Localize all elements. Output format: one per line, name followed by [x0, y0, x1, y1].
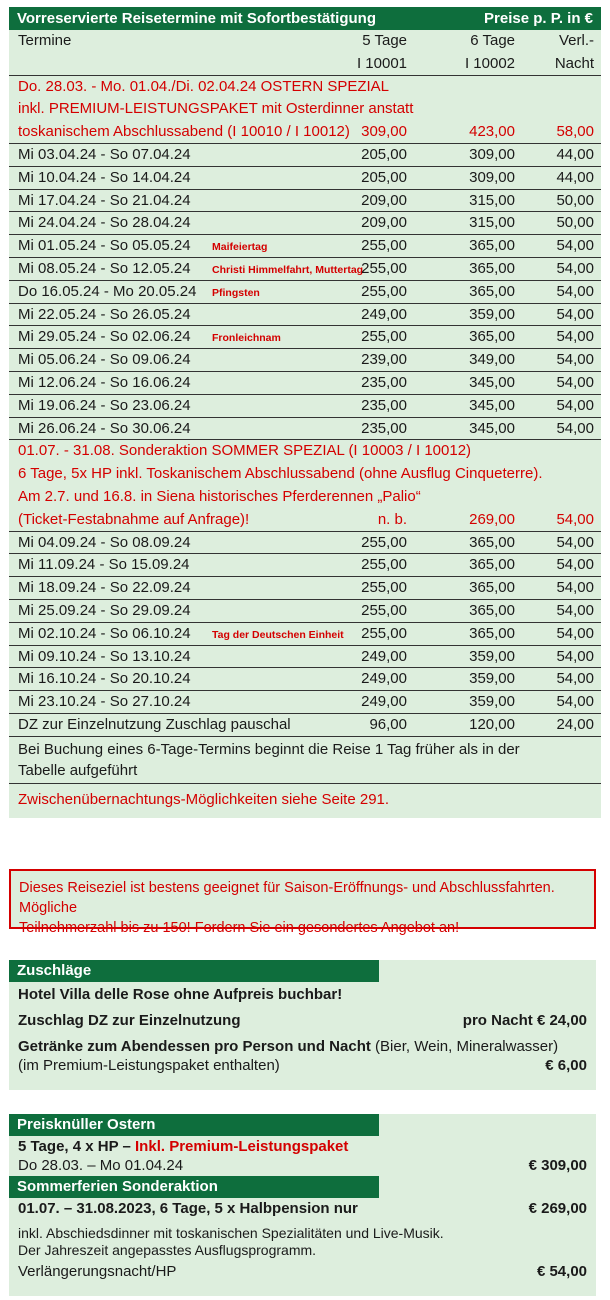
holiday-note: Maifeiertag [212, 241, 268, 254]
date-range: Mi 26.06.24 - So 30.06.24 [18, 419, 191, 437]
price-6-tage: 345,00 [469, 373, 515, 391]
price-6-tage: 365,00 [469, 328, 515, 346]
price-verl: 54,00 [556, 373, 594, 391]
price-5-tage: 255,00 [361, 556, 407, 574]
price-6-tage: 365,00 [469, 237, 515, 255]
price-5-tage: 255,00 [361, 328, 407, 346]
price-5-tage: 205,00 [361, 168, 407, 186]
info-stopover: Zwischenübernachtungs-Möglichkeiten siehe Seite 291. [18, 790, 390, 808]
price-6-tage: 365,00 [469, 579, 515, 597]
price-6-tage: 359,00 [469, 670, 515, 688]
table-row [9, 212, 601, 235]
price-6-tage: 315,00 [469, 214, 515, 232]
price-verl: 54,00 [556, 237, 594, 255]
table-row [9, 668, 601, 691]
sommer-offer-detail-2: Der Jahreszeit angepasstes Ausflugsprogramm. [18, 1242, 317, 1258]
date-range: Mi 18.09.24 - So 22.09.24 [18, 579, 191, 597]
price-5-tage: 255,00 [361, 579, 407, 597]
price-verl: 50,00 [556, 191, 594, 209]
price-6-tage: 365,00 [469, 601, 515, 619]
price-verl: 54,00 [556, 556, 594, 574]
table-row [9, 418, 601, 441]
date-range: Mi 10.04.24 - So 14.04.24 [18, 168, 191, 186]
table-row [9, 167, 601, 190]
col-nacht: Nacht [554, 54, 594, 72]
table-row [9, 190, 601, 213]
table-row [9, 554, 601, 577]
premium-line: (im Premium-Leistungspaket enthalten) € 6,00 [18, 1057, 587, 1074]
price-verl: 54,00 [556, 351, 594, 369]
zuschlaege-title: Zuschläge [9, 960, 379, 982]
price-verl: 54,00 [556, 579, 594, 597]
date-range: Mi 12.06.24 - So 16.06.24 [18, 373, 191, 391]
table-row [9, 326, 601, 349]
drinks-line: Getränke zum Abendessen pro Person und Nacht (Bier, Wein, Mineralwasser) [18, 1038, 559, 1055]
table-header-bar [9, 7, 601, 30]
date-range: Mi 19.06.24 - So 23.06.24 [18, 396, 191, 414]
offers-section [9, 1114, 596, 1296]
price-6-tage: 315,00 [469, 191, 515, 209]
sommer-line-4: (Ticket-Festabnahme auf Anfrage)! n. b. 269,00 54,00 [9, 509, 601, 532]
price-6-tage: 309,00 [469, 168, 515, 186]
price-5-tage: 249,00 [361, 670, 407, 688]
price-5-tage: 255,00 [361, 282, 407, 300]
sommer-line-2: 6 Tage, 5x HP inkl. Toskanischem Abschlussabend (ohne Ausflug Cinqueterre). [18, 465, 543, 483]
code-5: I 10001 [356, 54, 407, 72]
table-row [9, 691, 601, 714]
price-note: Preise p. P. in € [484, 10, 593, 27]
date-range: Mi 16.10.24 - So 20.10.24 [18, 670, 191, 688]
price-table [9, 7, 601, 818]
notice-box: Dieses Reiseziel ist bestens geeignet für Saison-Eröffnungs- und Abschlussfahrten. Mögliche Teilnehmerzahl bis zu 150! Fordern Sie ein gesondertes Angebot an! [9, 869, 596, 929]
price-6-tage: 359,00 [469, 647, 515, 665]
ostern-line-2: inkl. PREMIUM-LEISTUNGSPAKET mit Osterdinner anstatt [18, 100, 414, 118]
ostern-offer-title: Preisknüller Ostern [9, 1114, 379, 1136]
table-row [9, 304, 601, 327]
info-text: Bei Buchung eines 6-Tage-Termins beginnt die Reise 1 Tag früher als in der Tabelle aufgeführt [9, 737, 601, 784]
code-row [9, 53, 601, 76]
price-6-tage: 365,00 [469, 624, 515, 642]
price-verl: 54,00 [556, 624, 594, 642]
col-termine: Termine [18, 32, 72, 49]
price-5-tage: 249,00 [361, 305, 407, 323]
price-6-tage: 309,00 [469, 145, 515, 163]
date-range: Mi 23.10.24 - So 27.10.24 [18, 693, 191, 711]
price-6-tage: 365,00 [469, 282, 515, 300]
ostern-line-3: toskanischem Abschlussabend (I 10010 / I 10012) 309,00 423,00 58,00 [9, 121, 601, 144]
price-verl: 50,00 [556, 214, 594, 232]
price-5-tage: 249,00 [361, 647, 407, 665]
hotel-note: Hotel Villa delle Rose ohne Aufpreis buchbar! [18, 986, 343, 1003]
price-5-tage: 235,00 [361, 396, 407, 414]
sommer-line-3: Am 2.7. und 16.8. in Siena historisches Pferderennen „Palio“ [18, 487, 421, 505]
price-6-tage: 345,00 [469, 396, 515, 414]
table-row [9, 623, 601, 646]
price-verl: 54,00 [556, 396, 594, 414]
price-verl: 54,00 [556, 328, 594, 346]
col-5-tage: 5 Tage [362, 32, 407, 49]
price-6-tage: 365,00 [469, 259, 515, 277]
price-verl: 54,00 [556, 647, 594, 665]
date-range: Mi 17.04.24 - So 21.04.24 [18, 191, 191, 209]
table-row [9, 532, 601, 555]
holiday-note: Tag der Deutschen Einheit [212, 628, 344, 641]
date-range: Mi 03.04.24 - So 07.04.24 [18, 145, 191, 163]
price-5-tage: 255,00 [361, 237, 407, 255]
price-5-tage: 239,00 [361, 351, 407, 369]
date-range: Mi 22.05.24 - So 26.05.24 [18, 305, 191, 323]
price-verl: 44,00 [556, 168, 594, 186]
price-5-tage: 255,00 [361, 259, 407, 277]
price-verl: 54,00 [556, 601, 594, 619]
table-row [9, 258, 601, 281]
price-5-tage: 209,00 [361, 191, 407, 209]
price-5-tage: 205,00 [361, 145, 407, 163]
sommer-offer-line: 01.07. – 31.08.2023, 6 Tage, 5 x Halbpension nur € 269,00 [18, 1200, 587, 1217]
date-range: Mi 09.10.24 - So 13.10.24 [18, 647, 191, 665]
price-6-tage: 359,00 [469, 305, 515, 323]
date-range: Mi 24.04.24 - So 28.04.24 [18, 214, 191, 232]
dz-row: DZ zur Einzelnutzung Zuschlag pauschal 96,00 120,00 24,00 [9, 714, 601, 737]
sommer-offer-title: Sommerferien Sonderaktion [9, 1176, 379, 1198]
price-6-tage: 349,00 [469, 351, 515, 369]
price-verl: 54,00 [556, 259, 594, 277]
ostern-offer-dates: Do 28.03. – Mo 01.04.24 € 309,00 [18, 1157, 587, 1174]
price-6-tage: 359,00 [469, 693, 515, 711]
price-5-tage: 235,00 [361, 419, 407, 437]
price-5-tage: 255,00 [361, 624, 407, 642]
code-6: I 10002 [464, 54, 515, 72]
price-verl: 54,00 [556, 282, 594, 300]
date-range: Do 16.05.24 - Mo 20.05.24 [18, 282, 197, 300]
holiday-note: Fronleichnam [212, 332, 281, 345]
column-header-row [9, 30, 601, 53]
col-verl: Verl.- [558, 32, 594, 49]
holiday-note: Christi Himmelfahrt, Muttertag [212, 263, 364, 276]
price-6-tage: 365,00 [469, 556, 515, 574]
date-range: Mi 08.05.24 - So 12.05.24 [18, 259, 191, 277]
price-5-tage: 255,00 [361, 533, 407, 551]
date-range: Mi 01.05.24 - So 05.05.24 [18, 237, 191, 255]
date-range: Mi 04.09.24 - So 08.09.24 [18, 533, 191, 551]
table-row [9, 144, 601, 167]
date-range: Mi 02.10.24 - So 06.10.24 [18, 624, 191, 642]
sommer-offer-extension: Verlängerungsnacht/HP € 54,00 [18, 1263, 587, 1280]
price-5-tage: 249,00 [361, 693, 407, 711]
price-verl: 54,00 [556, 670, 594, 688]
sommer-offer-detail-1: inkl. Abschiedsdinner mit toskanischen Spezialitäten und Live-Musik. [18, 1225, 444, 1241]
table-row [9, 281, 601, 304]
table-row [9, 235, 601, 258]
price-5-tage: 209,00 [361, 214, 407, 232]
table-row [9, 395, 601, 418]
table-row [9, 600, 601, 623]
table-row [9, 646, 601, 669]
table-row [9, 349, 601, 372]
table-row [9, 372, 601, 395]
ostern-line-1: Do. 28.03. - Mo. 01.04./Di. 02.04.24 OSTERN SPEZIAL [18, 77, 390, 95]
date-range: Mi 11.09.24 - So 15.09.24 [18, 556, 190, 574]
sommer-line-1: 01.07. - 31.08. Sonderaktion SOMMER SPEZIAL (I 10003 / I 10012) [18, 442, 472, 460]
price-verl: 54,00 [556, 305, 594, 323]
date-range: Mi 29.05.24 - So 02.06.24 [18, 328, 191, 346]
table-title: Vorreservierte Reisetermine mit Sofortbestätigung [17, 10, 376, 27]
zuschlaege-section [9, 960, 596, 1090]
price-5-tage: 255,00 [361, 601, 407, 619]
dz-surcharge: Zuschlag DZ zur Einzelnutzung pro Nacht € 24,00 [18, 1012, 587, 1029]
price-5-tage: 235,00 [361, 373, 407, 391]
holiday-note: Pfingsten [212, 286, 260, 299]
price-verl: 44,00 [556, 145, 594, 163]
price-6-tage: 365,00 [469, 533, 515, 551]
date-range: Mi 25.09.24 - So 29.09.24 [18, 601, 191, 619]
price-verl: 54,00 [556, 693, 594, 711]
price-6-tage: 345,00 [469, 419, 515, 437]
price-verl: 54,00 [556, 533, 594, 551]
date-range: Mi 05.06.24 - So 09.06.24 [18, 351, 191, 369]
ostern-offer-line: 5 Tage, 4 x HP – Inkl. Premium-Leistungspaket [18, 1138, 349, 1155]
price-verl: 54,00 [556, 419, 594, 437]
table-row [9, 577, 601, 600]
col-6-tage: 6 Tage [470, 32, 515, 49]
